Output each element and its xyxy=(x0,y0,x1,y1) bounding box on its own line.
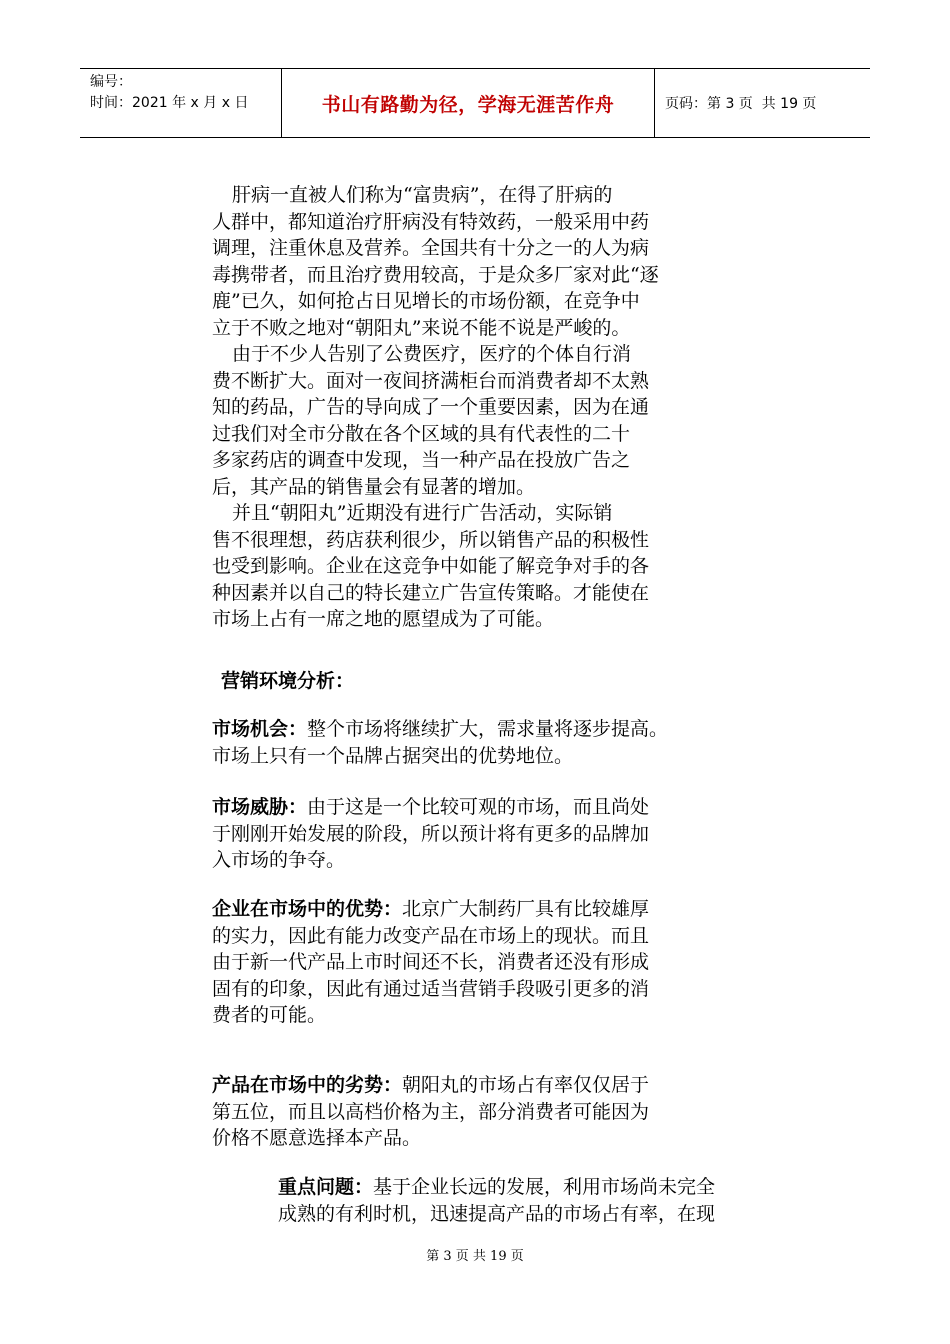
text-line: 并且“朝阳丸”近期没有进行广告活动，实际销 xyxy=(232,502,613,524)
opportunity-lead: 市场机会： xyxy=(212,718,308,740)
text-line: 整个市场将继续扩大，需求量将逐步提高。 xyxy=(307,718,669,740)
text-line: 种因素并以自己的特长建立广告宣传策略。才能使在 xyxy=(212,581,650,604)
opportunity-section xyxy=(212,716,772,769)
text-line: 由于不少人告别了公费医疗，医疗的个体自行消 xyxy=(232,343,632,365)
text-line: 市场上只有一个品牌占据突出的优势地位。 xyxy=(212,744,574,767)
text-line: 多家药店的调查中发现，当一种产品在投放广告之 xyxy=(212,449,631,471)
text-line: 后，其产品的销售量会有显著的增加。 xyxy=(212,475,536,498)
text-line: 人群中，都知道治疗肝病没有特效药，一般采用中药 xyxy=(212,210,650,233)
weakness-lead: 产品在市场中的劣势： xyxy=(212,1074,403,1096)
key-issue-section xyxy=(278,1174,838,1227)
text-line: 由于新一代产品上市时间还不长，消费者还没有形成 xyxy=(212,951,650,973)
weakness-section xyxy=(212,1072,772,1152)
text-line: 知的药品，广告的导向成了一个重要因素，因为在通 xyxy=(212,396,650,418)
header-meta xyxy=(80,69,282,137)
threat-lead: 市场威胁： xyxy=(212,796,308,818)
text-line: 的实力，因此有能力改变产品在市场上的现状。而且 xyxy=(212,924,650,947)
section-heading: 营销环境分析： xyxy=(221,670,355,692)
text-line: 价格不愿意选择本产品。 xyxy=(212,1127,422,1149)
text-line: 费者的可能。 xyxy=(212,1004,327,1026)
text-line: 入市场的争夺。 xyxy=(212,849,346,871)
page-header xyxy=(80,68,870,138)
page-info-text: 页码：第 3 页 共 19 页 xyxy=(665,96,817,112)
key-issue-lead: 重点问题： xyxy=(278,1176,374,1198)
strength-section xyxy=(212,896,772,1029)
strength-lead: 企业在市场中的优势： xyxy=(212,898,403,920)
page-footer: 第 3 页 共 19 页 xyxy=(426,1249,524,1264)
text-line: 售不很理想，药店获利很少，所以销售产品的积极性 xyxy=(212,528,650,551)
text-line: 过我们对全市分散在各个区域的具有代表性的二十 xyxy=(212,422,631,445)
intro-paragraph-2 xyxy=(212,341,772,500)
text-line: 市场上占有一席之地的愿望成为了可能。 xyxy=(212,608,555,630)
intro-paragraph-1 xyxy=(212,182,772,341)
header-motto: 书山有路勤为径，学海无涯苦作舟 xyxy=(282,69,655,137)
threat-section xyxy=(212,794,772,874)
text-line: 第五位，而且以高档价格为主，部分消费者可能因为 xyxy=(212,1100,650,1123)
text-line: 鹿”已久，如何抢占日见增长的市场份额，在竞争中 xyxy=(212,290,640,312)
text-line: 成熟的有利时机，迅速提高产品的市场占有率，在现 xyxy=(278,1202,716,1225)
text-line: 也受到影响。企业在这竞争中如能了解竞争对手的各 xyxy=(212,555,650,577)
text-line: 由于这是一个比较可观的市场，而且尚处 xyxy=(307,796,650,818)
text-line: 调理，注重休息及营养。全国共有十分之一的人为病 xyxy=(212,237,650,259)
text-line: 立于不败之地对“朝阳丸”来说不能不说是严峻的。 xyxy=(212,316,631,339)
intro-paragraph-3 xyxy=(212,500,772,633)
text-line: 北京广大制药厂具有比较雄厚 xyxy=(402,898,650,920)
header-page-info xyxy=(655,69,870,137)
text-line: 肝病一直被人们称为“富贵病”，在得了肝病的 xyxy=(232,184,613,206)
text-line: 固有的印象，因此有通过适当营销手段吸引更多的消 xyxy=(212,977,650,1000)
document-date: 时间：2021 年 x 月 x 日 xyxy=(90,95,249,111)
text-line: 费不断扩大。面对一夜间挤满柜台而消费者却不太熟 xyxy=(212,369,650,392)
text-line: 于刚刚开始发展的阶段，所以预计将有更多的品牌加 xyxy=(212,822,650,845)
intro-section xyxy=(212,182,772,633)
text-line: 毒携带者，而且治疗费用较高，于是众多厂家对此“逐 xyxy=(212,263,659,286)
document-number-label: 编号： xyxy=(90,74,132,90)
text-line: 基于企业长远的发展，利用市场尚未完全 xyxy=(373,1176,716,1198)
text-line: 朝阳丸的市场占有率仅仅居于 xyxy=(402,1074,650,1096)
